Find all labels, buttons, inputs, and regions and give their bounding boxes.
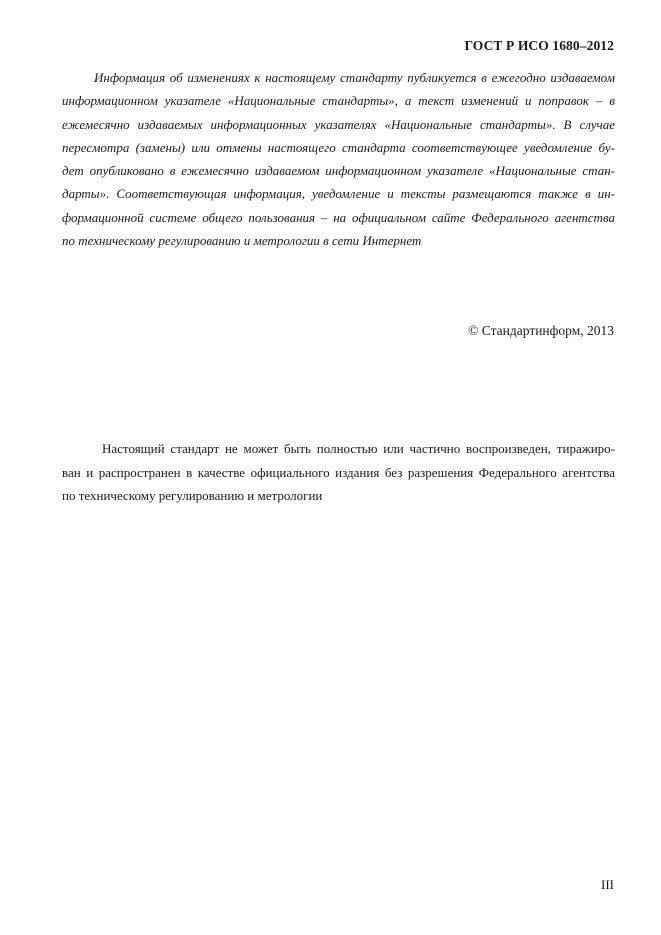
document-code-header: ГОСТ Р ИСО 1680–2012 xyxy=(464,38,614,53)
reproduction-rights-paragraph xyxy=(62,437,615,508)
notice-line: ежемесячно издаваемых информационных указателях «Национальные стандарты». В случае xyxy=(62,116,615,132)
rights-line: Настоящий стандарт не может быть полностью или частично воспроизведен, тиражиро- xyxy=(102,441,615,456)
notice-line: Информация об изменениях к настоящему стандарту публикуется в ежегодно издаваемом xyxy=(94,70,615,85)
notice-line: информационном указателе «Национальные стандарты», а текст изменений и поправок – в xyxy=(62,93,615,109)
page-number: III xyxy=(601,877,614,892)
changes-notice-paragraph xyxy=(62,66,615,252)
rights-line: по техническому регулированию и метрологии xyxy=(62,488,323,503)
copyright-notice: © Стандартинформ, 2013 xyxy=(468,323,614,338)
notice-line: дет опубликовано в ежемесячно издаваемом информационном указателе «Национальные стан- xyxy=(62,163,615,179)
notice-line: пересмотра (замены) или отмены настоящего стандарта соответствующее уведомление бу- xyxy=(62,139,615,155)
notice-line: дарты». Соответствующая информация, уведомление и тексты размещаются также в ин- xyxy=(62,186,615,202)
notice-line: по техническому регулированию и метрологии в сети Интернет xyxy=(62,233,422,249)
rights-line: ван и распространен в качестве официального издания без разрешения Федерального агентства xyxy=(62,464,615,480)
notice-line: формационной системе общего пользования – на официальном сайте Федерального агентства xyxy=(62,209,615,225)
